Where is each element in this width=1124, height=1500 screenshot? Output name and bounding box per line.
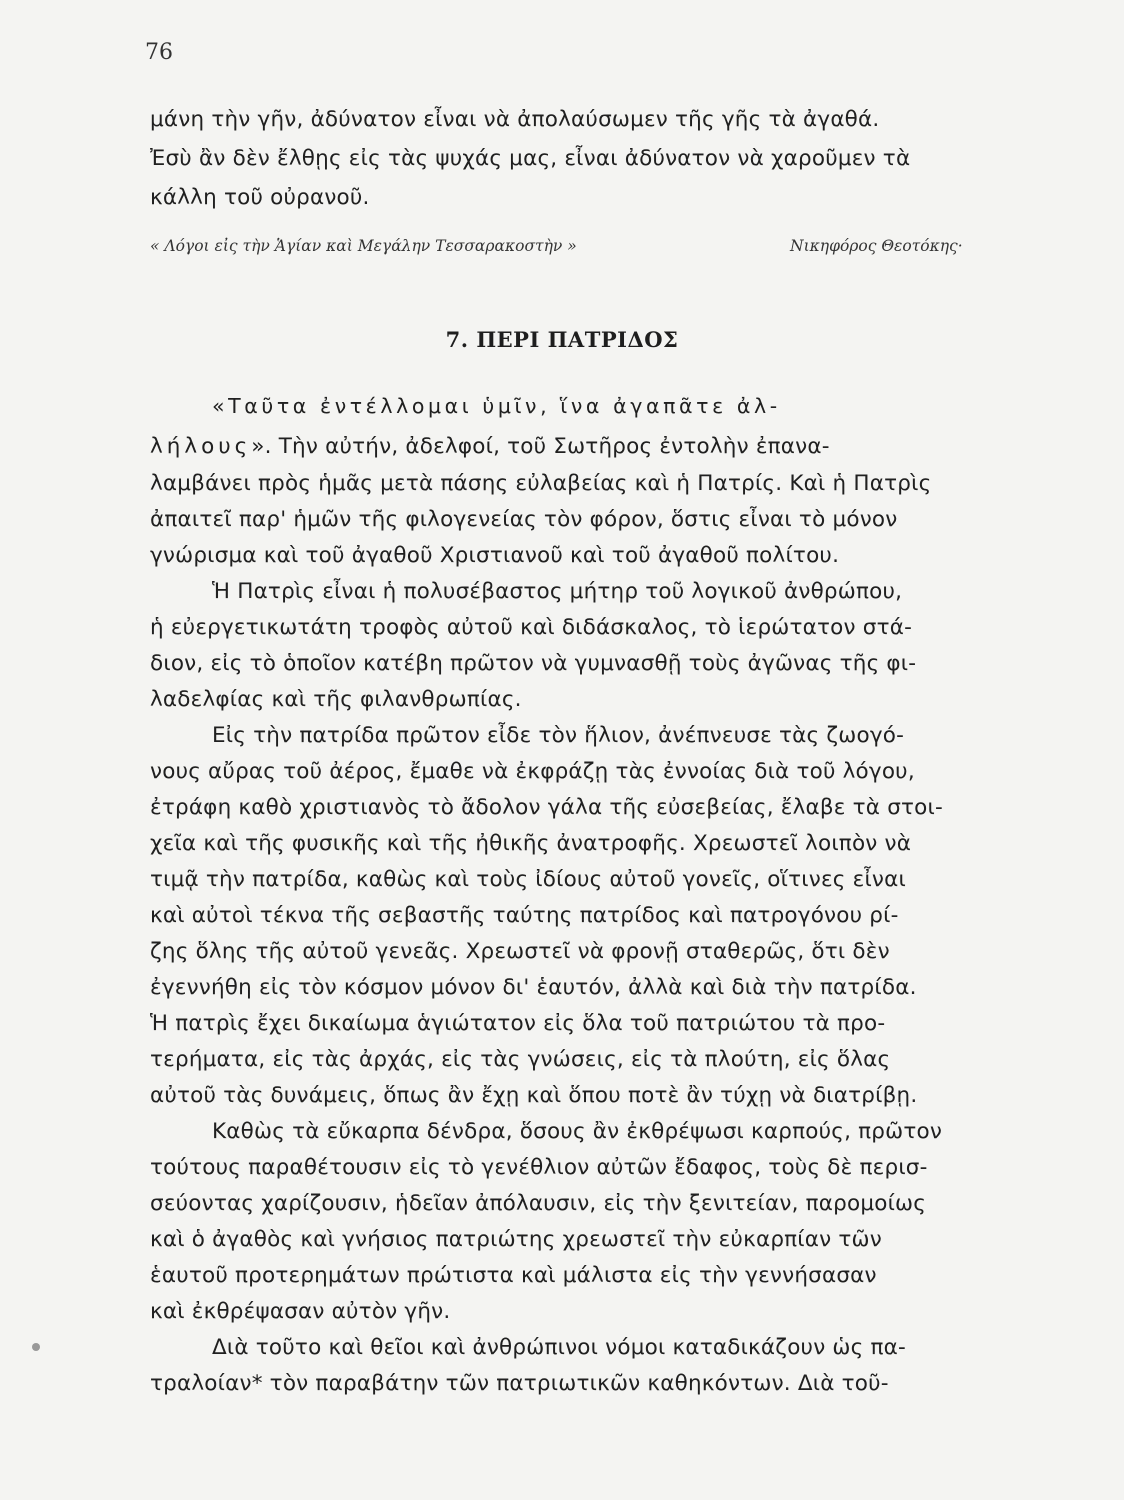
body-line-17: ἐγεννήθη εἰς τὸν κόσμον μόνον δι' ἑαυτόν, ἀλλὰ καὶ διὰ τὴν πατρίδα. (150, 975, 917, 1000)
body-line-10: Εἰς τὴν πατρίδα πρῶτον εἶδε τὸν ἥλιον, ἀνέπνευσε τὰς ζωογό- (212, 723, 905, 748)
body-line-3: λαμβάνει πρὸς ἡμᾶς μετὰ πάσης εὐλαβείας καὶ ἡ Πατρίς. Καὶ ἡ Πατρὶς (150, 471, 932, 496)
section-title: 7. ΠΕΡΙ ΠΑΤΡΙΔΟΣ (445, 327, 679, 352)
intro-line-3: κάλλη τοῦ οὐρανοῦ. (150, 185, 370, 210)
body-line-26: καὶ ἐκθρέψασαν αὐτὸν γῆν. (150, 1299, 451, 1324)
body-line-16: ζης ὅλης τῆς αὐτοῦ γενεᾶς. Χρεωστεῖ νὰ φρονῇ σταθερῶς, ὅτι δὲν (150, 939, 890, 964)
body-line-7: ἡ εὐεργετικωτάτη τροφὸς αὐτοῦ καὶ διδάσκαλος, τὸ ἱερώτατον στά- (150, 615, 913, 640)
body-line-22: τούτους παραθέτουσιν εἰς τὸ γενέθλιον αὐτῶν ἔδαφος, τοὺς δὲ περισ- (150, 1155, 928, 1180)
body-line-4: ἀπαιτεῖ παρ' ἡμῶν τῆς φιλογενείας τὸν φόρον, ὅστις εἶναι τὸ μόνον (150, 507, 898, 532)
spaced-word: λήλους (150, 434, 252, 459)
body-line-18: Ἡ πατρὶς ἔχει δικαίωμα ἁγιώτατον εἰς ὅλα τοῦ πατριώτου τὰ προ- (150, 1011, 886, 1036)
citation-source: « Λόγοι εἰς τὴν Ἁγίαν καὶ Μεγάλην Τεσσαρακοστὴν » (150, 237, 577, 255)
body-line-23: σεύοντας χαρίζουσιν, ἡδεῖαν ἀπόλαυσιν, εἰς τὴν ξενιτείαν, παρομοίως (150, 1191, 927, 1216)
body-line-2-rest: ». Τὴν αὐτήν, ἀδελφοί, τοῦ Σωτῆρος ἐντολὴν ἐπανα- (251, 434, 830, 459)
body-line-1: «Ταῦτα ἐντέλλομαι ὑμῖν, ἵνα ἀγαπᾶτε ἀλ- (212, 394, 781, 418)
body-line-14: τιμᾷ τὴν πατρίδα, καθὼς καὶ τοὺς ἰδίους αὐτοῦ γονεῖς, οἵτινες εἶναι (150, 867, 906, 892)
intro-line-2: Ἐσὺ ἂν δὲν ἔλθῃς εἰς τὰς ψυχάς μας, εἶναι ἀδύνατον νὰ χαροῦμεν τὰ (150, 146, 911, 171)
body-line-11: νους αὔρας τοῦ ἀέρος, ἔμαθε νὰ ἐκφράζῃ τὰς ἐννοίας διὰ τοῦ λόγου, (150, 759, 915, 784)
body-line-9: λαδελφίας καὶ τῆς φιλανθρωπίας. (150, 687, 522, 712)
page-number: 76 (145, 40, 173, 65)
body-line-21: Καθὼς τὰ εὔκαρπα δένδρα, ὅσους ἂν ἐκθρέψωσι καρπούς, πρῶτον (212, 1119, 943, 1144)
body-line-6: Ἡ Πατρὶς εἶναι ἡ πολυσέβαστος μήτηρ τοῦ λογικοῦ ἀνθρώπου, (212, 579, 903, 604)
body-line-5: γνώρισμα καὶ τοῦ ἀγαθοῦ Χριστιανοῦ καὶ τοῦ ἀγαθοῦ πολίτου. (150, 543, 840, 568)
body-line-15: καὶ αὐτοὶ τέκνα τῆς σεβαστῆς ταύτης πατρίδος καὶ πατρογόνου ρί- (150, 903, 899, 928)
body-line-2 (150, 434, 830, 459)
body-line-25: ἑαυτοῦ προτερημάτων πρώτιστα καὶ μάλιστα εἰς τὴν γεννήσασαν (150, 1263, 877, 1288)
intro-line-1: μάνη τὴν γῆν, ἀδύνατον εἶναι νὰ ἀπολαύσωμεν τῆς γῆς τὰ ἀγαθά. (150, 107, 880, 132)
body-line-20: αὐτοῦ τὰς δυνάμεις, ὅπως ἂν ἔχῃ καὶ ὅπου ποτὲ ἂν τύχῃ νὰ διατρίβῃ. (150, 1083, 918, 1108)
body-line-24: καὶ ὁ ἀγαθὸς καὶ γνήσιος πατριώτης χρεωστεῖ τὴν εὐκαρπίαν τῶν (150, 1227, 882, 1252)
body-line-19: τερήματα, εἰς τὰς ἀρχάς, εἰς τὰς γνώσεις, εἰς τὰ πλούτη, εἰς ὅλας (150, 1047, 891, 1072)
body-line-13: χεῖα καὶ τῆς φυσικῆς καὶ τῆς ἠθικῆς ἀνατροφῆς. Χρεωστεῖ λοιπὸν νὰ (150, 831, 912, 856)
ink-spot (32, 1343, 40, 1351)
body-line-12: ἐτράφη καθὸ χριστιανὸς τὸ ἄδολον γάλα τῆς εὐσεβείας, ἔλαβε τὰ στοι- (150, 795, 943, 820)
body-line-8: διον, εἰς τὸ ὁποῖον κατέβη πρῶτον νὰ γυμνασθῇ τοὺς ἀγῶνας τῆς φι- (150, 651, 917, 676)
body-line-28: τραλοίαν* τὸν παραβάτην τῶν πατριωτικῶν καθηκόντων. Διὰ τοῦ- (150, 1371, 889, 1396)
body-line-27: Διὰ τοῦτο καὶ θεῖοι καὶ ἀνθρώπινοι νόμοι καταδικάζουν ὡς πα- (212, 1335, 906, 1360)
citation-author: Νικηφόρος Θεοτόκης· (790, 237, 963, 255)
